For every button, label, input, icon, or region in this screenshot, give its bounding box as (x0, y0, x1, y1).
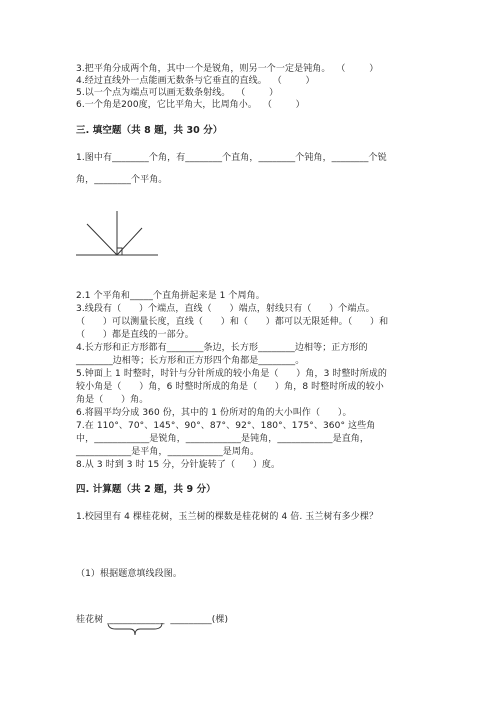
fill-question-6: 6.将圆平均分成 360 份，其中的 1 份所对的角的大小叫作（ ）。 (76, 408, 352, 418)
segment-brace (106, 620, 164, 642)
angle-ray-left (87, 224, 117, 255)
calc-question-1-part-1: （1）根据题意填线段图。 (76, 569, 182, 579)
fill-question-4-line-2: ________边相等；长方形和正方形四个角都是________。 (76, 356, 305, 366)
section-3-heading: 三. 填空题（共 8 题，共 30 分） (76, 125, 223, 136)
fill-question-8: 8.从 3 时到 3 时 15 分，分针旋转了（ ）度。 (76, 460, 281, 470)
judgment-question-4: 4.经过直线外一点能画无数条与它垂直的直线。 （ ） (76, 76, 315, 86)
fill-question-5-line-2: 较小角是（ ）角，6 时整时所成的角是（ ）角，8 时整时所成的较小 (76, 382, 384, 392)
calc-question-1: 1.校园里有 4 棵桂花树，玉兰树的棵数是桂花树的 4 倍. 玉兰树有多少棵？ (76, 512, 379, 522)
angle-ray-right (117, 228, 142, 255)
fill-question-7-line-3: ____________是平角，____________是周角。 (76, 447, 260, 457)
fill-question-3-line-2: （ ）可以测量长度，直线（ ）和（ ）都可以无限延伸。（ ）和 (76, 317, 389, 327)
fill-question-5-line-3: 角是（ ）角。 (76, 395, 149, 405)
fill-question-7-line-1: 7.在 110°、70°、145°、90°、87°、92°、180°、175°、360° 这些角 (76, 421, 376, 431)
fill-question-7-line-2: 中，____________是锐角，____________是钝角，____________是直角， (76, 434, 370, 444)
judgment-question-6: 6.一个角是200度，它比平角大，比周角小。 （ ） (76, 100, 305, 110)
angle-figure (74, 206, 160, 260)
section-4-heading: 四. 计算题（共 2 题，共 9 分） (76, 484, 216, 495)
fill-question-2: 2.1 个平角和_____个直角拼起来是 1 个周角。 (76, 291, 265, 301)
judgment-question-5: 5.以一个点为端点可以画无数条射线。 （ ） (76, 88, 279, 98)
segment-diagram-line: 桂花树 ____________ _________(棵) (76, 615, 229, 625)
fill-question-1-line-1: 1.图中有________个角，有________个直角，________个钝角，________个锐 (76, 153, 387, 163)
fill-question-3-line-1: 3.线段有（ ）个端点，直线（ ）端点，射线只有（ ）个端点。 (76, 304, 375, 314)
fill-question-3-line-3: （ ）都是直线的一部分。 (76, 330, 194, 340)
judgment-question-3: 3.把平角分成两个角，其中一个是锐角，则另一个一定是钝角。 （ ） (76, 64, 379, 74)
fill-question-5-line-1: 5.钟面上 1 时整时，时针与分针所成的较小角是（ ）角，3 时整时所成的 (76, 369, 387, 379)
fill-question-4-line-1: 4.长方形和正方形都有________条边，长方形________边相等；正方形的 (76, 343, 368, 353)
fill-question-1-line-2: 角，________个平角。 (76, 175, 168, 185)
